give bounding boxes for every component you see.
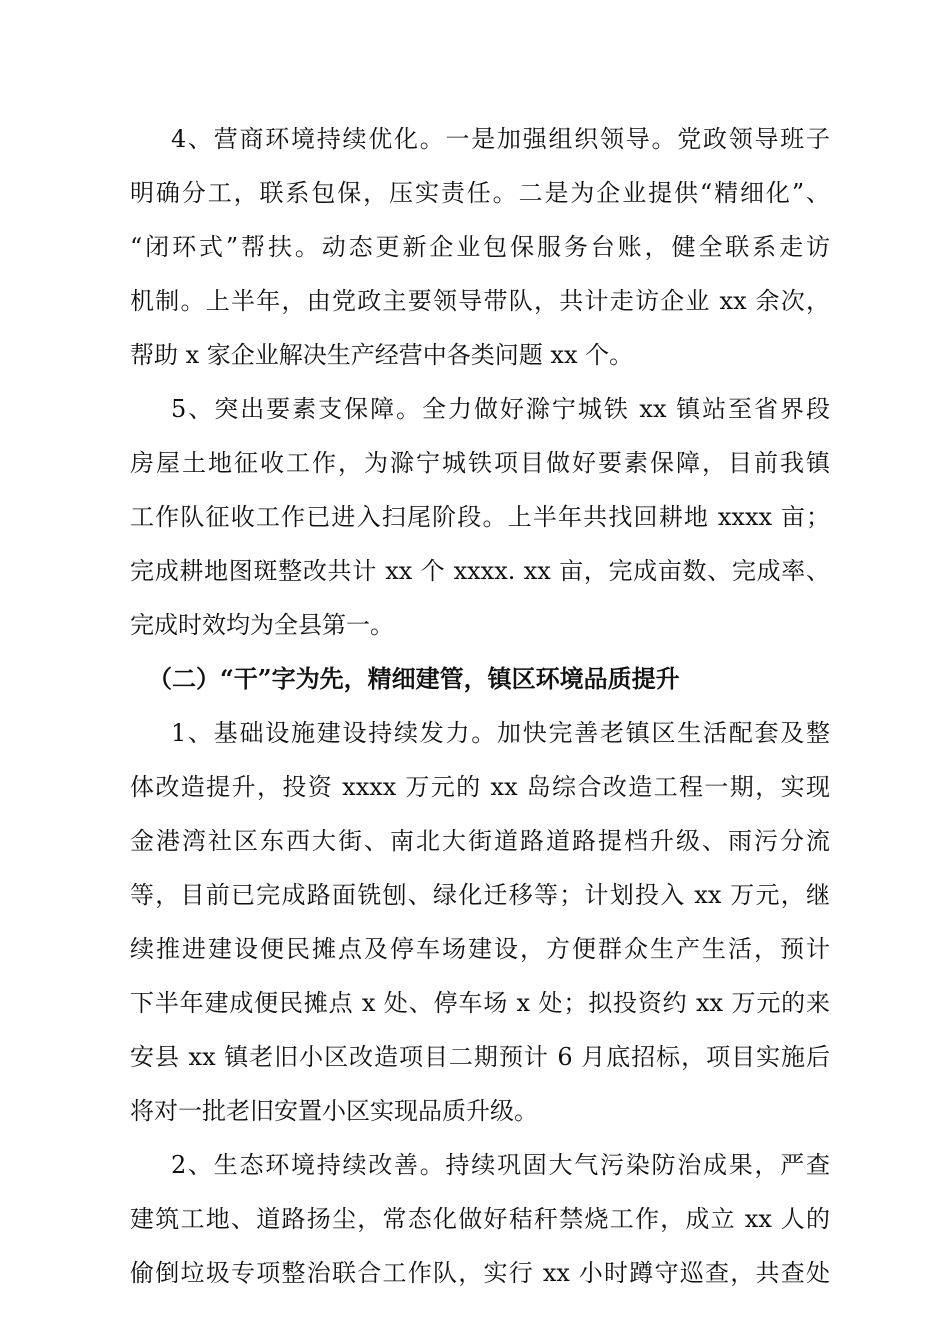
paragraph-5-line-1: 5、突出要素支保障。全力做好滁宁城铁 xx 镇站至省界段: [171, 395, 830, 423]
paragraph-5-line-2: 房屋土地征收工作，为滁宁城铁项目做好要素保障，目前我镇: [130, 449, 830, 477]
paragraph-1-line-2: 体改造提升，投资 xxxx 万元的 xx 岛综合改造工程一期，实现: [130, 773, 830, 801]
paragraph-4-line-3: “闭环式”帮扶。动态更新企业包保服务台账，健全联系走访: [130, 233, 830, 261]
paragraph-1-line-5: 续推进建设便民摊点及停车场建设，方便群众生产生活，预计: [130, 935, 830, 963]
paragraph-4-line-5: 帮助 x 家企业解决生产经营中各类问题 xx 个。: [130, 341, 634, 369]
section-heading: （二）“干”字为先，精细建管，镇区环境品质提升: [148, 664, 680, 693]
paragraph-1-line-4: 等，目前已完成路面铣刨、绿化迁移等；计划投入 xx 万元，继: [130, 881, 830, 909]
paragraph-2-line-3: 偷倒垃圾专项整治联合工作队，实行 xx 小时蹲守巡查，共查处: [130, 1259, 830, 1287]
paragraph-4-line-2: 明确分工，联系包保，压实责任。二是为企业提供“精细化”、: [130, 179, 830, 207]
paragraph-1-line-6: 下半年建成便民摊点 x 处、停车场 x 处；拟投资约 xx 万元的来: [130, 989, 830, 1017]
paragraph-2-line-1: 2、生态环境持续改善。持续巩固大气污染防治成果，严查: [171, 1151, 830, 1179]
paragraph-1-line-7: 安县 xx 镇老旧小区改造项目二期预计 6 月底招标，项目实施后: [130, 1043, 830, 1071]
paragraph-4-line-4: 机制。上半年，由党政主要领导带队，共计走访企业 xx 余次，: [130, 287, 830, 315]
document-body: [130, 120, 830, 1308]
paragraph-5-line-5: 完成时效均为全县第一。: [130, 611, 394, 639]
paragraph-1-line-3: 金港湾社区东西大街、南北大街道路道路提档升级、雨污分流: [130, 827, 830, 855]
paragraph-5-line-3: 工作队征收工作已进入扫尾阶段。上半年共找回耕地 xxxx 亩；: [130, 503, 830, 531]
paragraph-4-line-1: 4、营商环境持续优化。一是加强组织领导。党政领导班子: [171, 125, 830, 153]
paragraph-1-line-1: 1、基础设施建设持续发力。加快完善老镇区生活配套及整: [171, 719, 830, 747]
paragraph-2-line-2: 建筑工地、道路扬尘，常态化做好秸秆禁烧工作，成立 xx 人的: [130, 1205, 830, 1233]
paragraph-5-line-4: 完成耕地图斑整改共计 xx 个 xxxx. xx 亩，完成亩数、完成率、: [130, 557, 830, 585]
paragraph-1-line-8: 将对一批老旧安置小区实现品质升级。: [130, 1097, 538, 1125]
